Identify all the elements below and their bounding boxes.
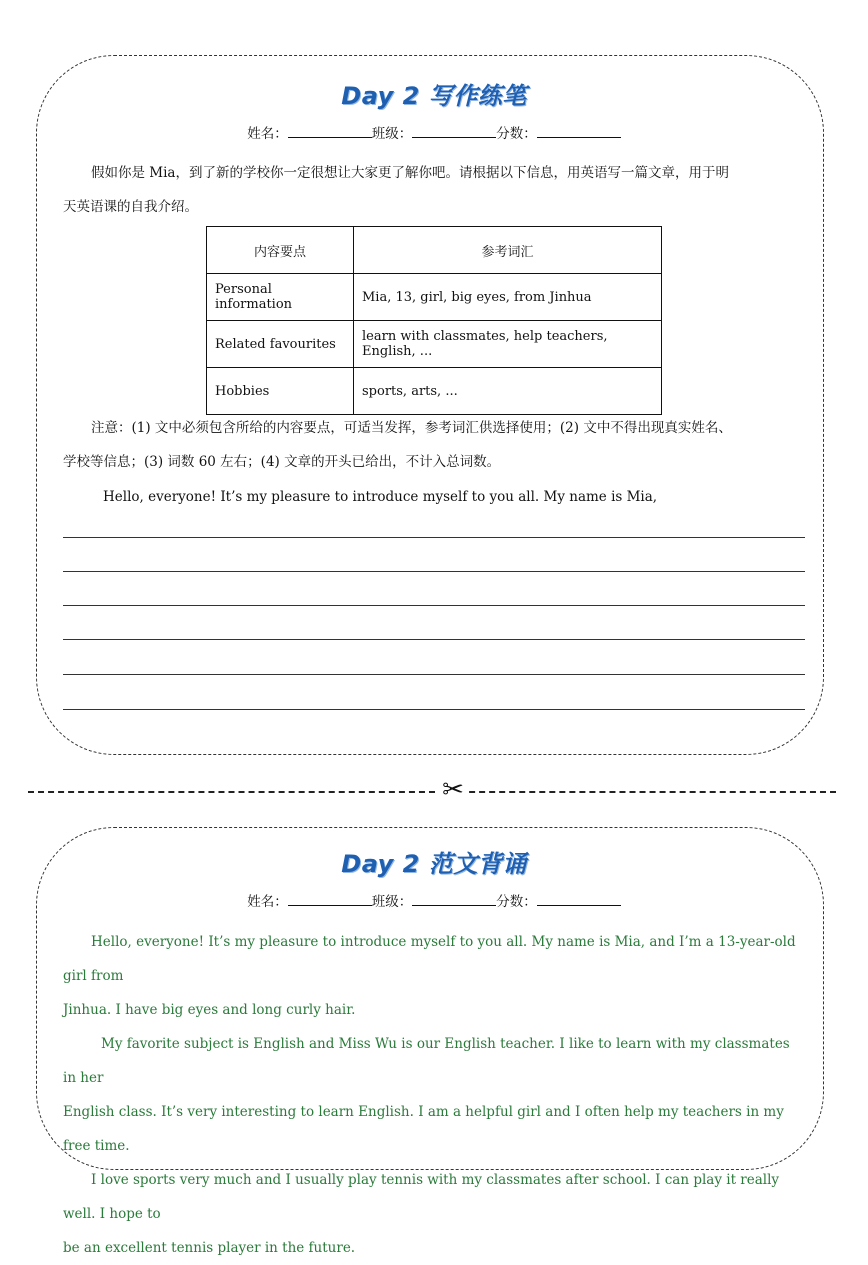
essay-line: My favorite subject is English and Miss Wu is our English teacher. I like to learn with my classmates in her bbox=[63, 1036, 790, 1086]
writing-line[interactable] bbox=[63, 674, 805, 675]
writing-title: Day 2 写作练笔 bbox=[341, 82, 527, 110]
table-row bbox=[207, 368, 662, 415]
essay-line: Hello, everyone! It’s my pleasure to introduce myself to you all. My name is Mia, and I’m a 13-year-old girl from bbox=[63, 934, 796, 984]
scissors-icon: ✂ bbox=[438, 775, 468, 805]
table-cell: Mia, 13, girl, big eyes, from Jinhua bbox=[354, 274, 662, 321]
essay-line: I love sports very much and I usually play tennis with my classmates after school. I can play it really well. I hope to bbox=[63, 1172, 780, 1222]
note-line: 注意：(1) 文中必须包含所给的内容要点，可适当发挥，参考词汇供选择使用；(2) 文中不得出现真实姓名、 bbox=[91, 420, 732, 436]
prompt-line: 假如你是 Mia，到了新的学校你一定很想让大家更了解你吧。请根据以下信息，用英语写一篇文章，用于明 bbox=[91, 165, 729, 181]
essay-line: English class. It’s very interesting to learn English. I am a helpful girl and I often help my teachers in my free time. bbox=[63, 1104, 784, 1154]
table-header-cell: 参考词汇 bbox=[354, 227, 662, 274]
table-cell: sports, arts, ... bbox=[354, 368, 662, 415]
name-label: 姓名： bbox=[247, 894, 288, 910]
class-label: 班级： bbox=[371, 894, 413, 910]
writing-line[interactable] bbox=[63, 709, 805, 710]
name-blank[interactable] bbox=[288, 125, 372, 138]
prompt-paragraph bbox=[63, 156, 805, 224]
note-paragraph bbox=[63, 411, 805, 479]
table-header-cell: 内容要点 bbox=[207, 227, 354, 274]
model-essay-title: Day 2 范文背诵 bbox=[341, 850, 527, 878]
class-blank[interactable] bbox=[412, 893, 496, 906]
note-line: 学校等信息；(3) 词数 60 左右；(4) 文章的开头已给出，不计入总词数。 bbox=[63, 454, 501, 470]
class-blank[interactable] bbox=[412, 125, 496, 138]
reference-table bbox=[206, 226, 662, 415]
table-cell: Hobbies bbox=[207, 368, 354, 415]
writing-line[interactable] bbox=[63, 639, 805, 640]
table-row bbox=[207, 274, 662, 321]
essay-line: be an excellent tennis player in the future. bbox=[63, 1240, 356, 1256]
score-label: 分数： bbox=[496, 894, 537, 910]
writing-line[interactable] bbox=[63, 605, 805, 606]
name-blank[interactable] bbox=[288, 893, 372, 906]
essay-opening: Hello, everyone! It’s my pleasure to introduce myself to you all. My name is Mia, bbox=[103, 489, 658, 505]
table-cell: learn with classmates, help teachers, English, ... bbox=[354, 321, 662, 368]
model-essay-body bbox=[63, 925, 805, 1265]
score-blank[interactable] bbox=[537, 893, 621, 906]
cut-line-divider bbox=[28, 791, 836, 793]
score-label: 分数： bbox=[496, 126, 537, 142]
class-label: 班级： bbox=[371, 126, 413, 142]
table-cell: Related favourites bbox=[207, 321, 354, 368]
student-info-row bbox=[0, 890, 868, 910]
table-header-row bbox=[207, 227, 662, 274]
prompt-line: 天英语课的自我介绍。 bbox=[63, 199, 198, 215]
name-label: 姓名： bbox=[247, 126, 288, 142]
essay-line: Jinhua. I have big eyes and long curly hair. bbox=[63, 1002, 356, 1018]
student-info-row bbox=[0, 122, 868, 142]
score-blank[interactable] bbox=[537, 125, 621, 138]
writing-line[interactable] bbox=[63, 537, 805, 538]
table-cell: Personal information bbox=[207, 274, 354, 321]
table-row bbox=[207, 321, 662, 368]
writing-line[interactable] bbox=[63, 571, 805, 572]
